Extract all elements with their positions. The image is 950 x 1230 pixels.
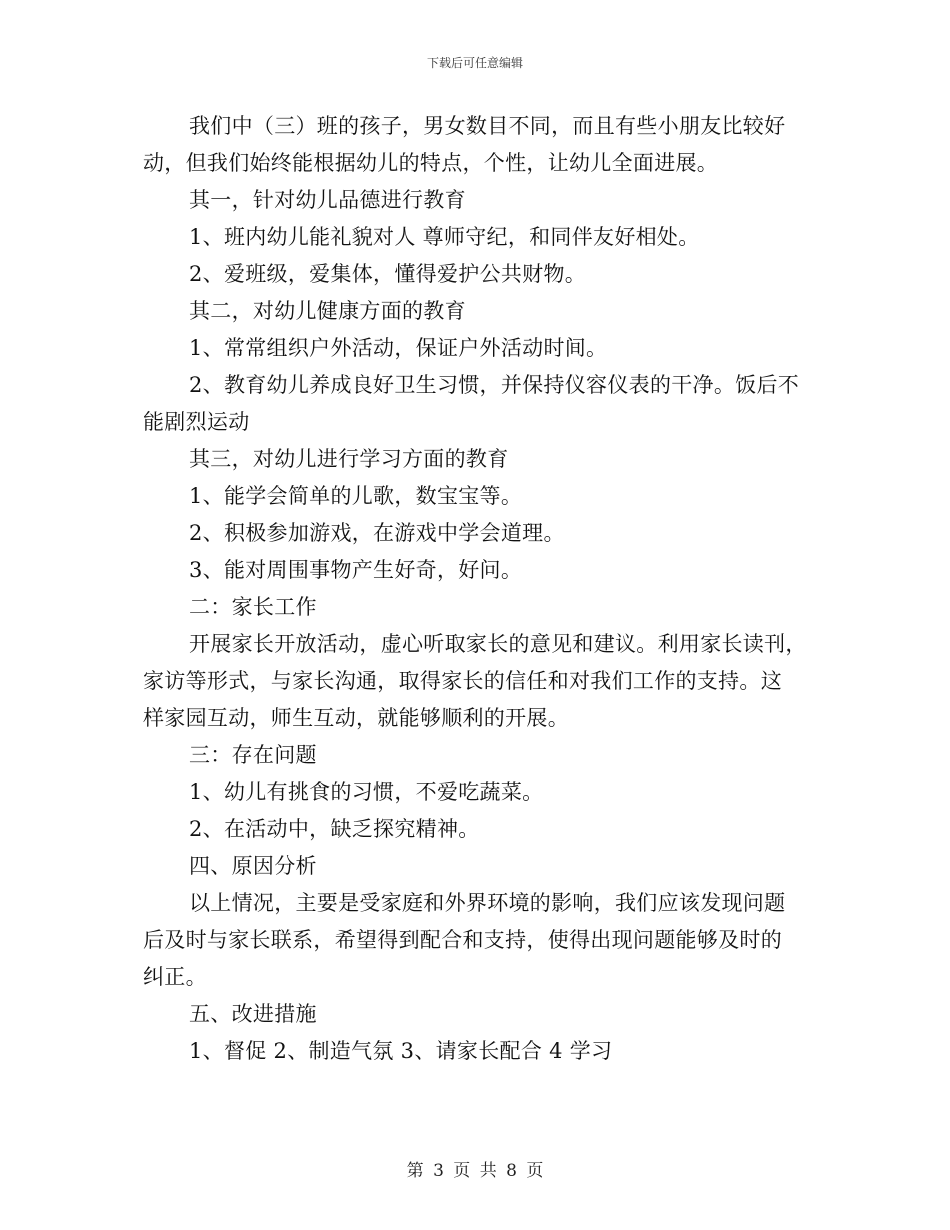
list-item: 1、幼儿有挑食的习惯，不爱吃蔬菜。 bbox=[189, 780, 544, 804]
list-item: 2、爱班级，爱集体，懂得爱护公共财物。 bbox=[189, 262, 587, 286]
list-item: 1、班内幼儿能礼貌对人 尊师守纪，和同伴友好相处。 bbox=[189, 225, 700, 249]
section-heading: 三：存在问题 bbox=[189, 743, 317, 767]
page-footer: 第 3 页 共 8 页 bbox=[406, 1161, 544, 1181]
list-item: 2、积极参加游戏，在游戏中学会道理。 bbox=[189, 521, 565, 545]
list-item: 2、在活动中，缺乏探究精神。 bbox=[189, 817, 480, 841]
paragraph-line: 家访等形式，与家长沟通，取得家长的信任和对我们工作的支持。这 bbox=[143, 669, 782, 693]
page-header: 下载后可任意编辑 bbox=[426, 56, 523, 70]
section-heading: 四、原因分析 bbox=[189, 854, 317, 878]
list-item-continuation: 能剧烈运动 bbox=[143, 410, 250, 434]
list-item: 1、能学会简单的儿歌，数宝宝等。 bbox=[189, 484, 523, 508]
paragraph-line: 后及时与家长联系，希望得到配合和支持，使得出现问题能够及时的 bbox=[143, 928, 782, 952]
document-body bbox=[143, 108, 808, 1070]
paragraph-line: 纠正。 bbox=[143, 965, 207, 989]
list-item: 1、督促 2、制造气氛 3、请家长配合 4 学习 bbox=[189, 1039, 613, 1063]
section-heading: 其二，对幼儿健康方面的教育 bbox=[189, 299, 466, 323]
list-item: 3、能对周围事物产生好奇，好问。 bbox=[189, 558, 523, 582]
list-item: 1、常常组织户外活动，保证户外活动时间。 bbox=[189, 336, 608, 360]
section-heading: 其三，对幼儿进行学习方面的教育 bbox=[189, 447, 509, 471]
paragraph-line: 以上情况，主要是受家庭和外界环境的影响，我们应该发现问题 bbox=[189, 891, 786, 915]
paragraph-line: 动，但我们始终能根据幼儿的特点，个性，让幼儿全面进展。 bbox=[143, 151, 719, 175]
section-heading: 二：家长工作 bbox=[189, 595, 317, 619]
paragraph-line: 我们中（三）班的孩子，男女数目不同，而且有些小朋友比较好 bbox=[189, 114, 786, 138]
paragraph-line: 开展家长开放活动，虚心听取家长的意见和建议。利用家长读刊， bbox=[189, 632, 807, 656]
section-heading: 其一，针对幼儿品德进行教育 bbox=[189, 188, 466, 212]
paragraph-line: 样家园互动，师生互动，就能够顺利的开展。 bbox=[143, 706, 569, 730]
section-heading: 五、改进措施 bbox=[189, 1002, 317, 1026]
list-item: 2、教育幼儿养成良好卫生习惯，并保持仪容仪表的干净。饭后不 bbox=[189, 373, 800, 397]
